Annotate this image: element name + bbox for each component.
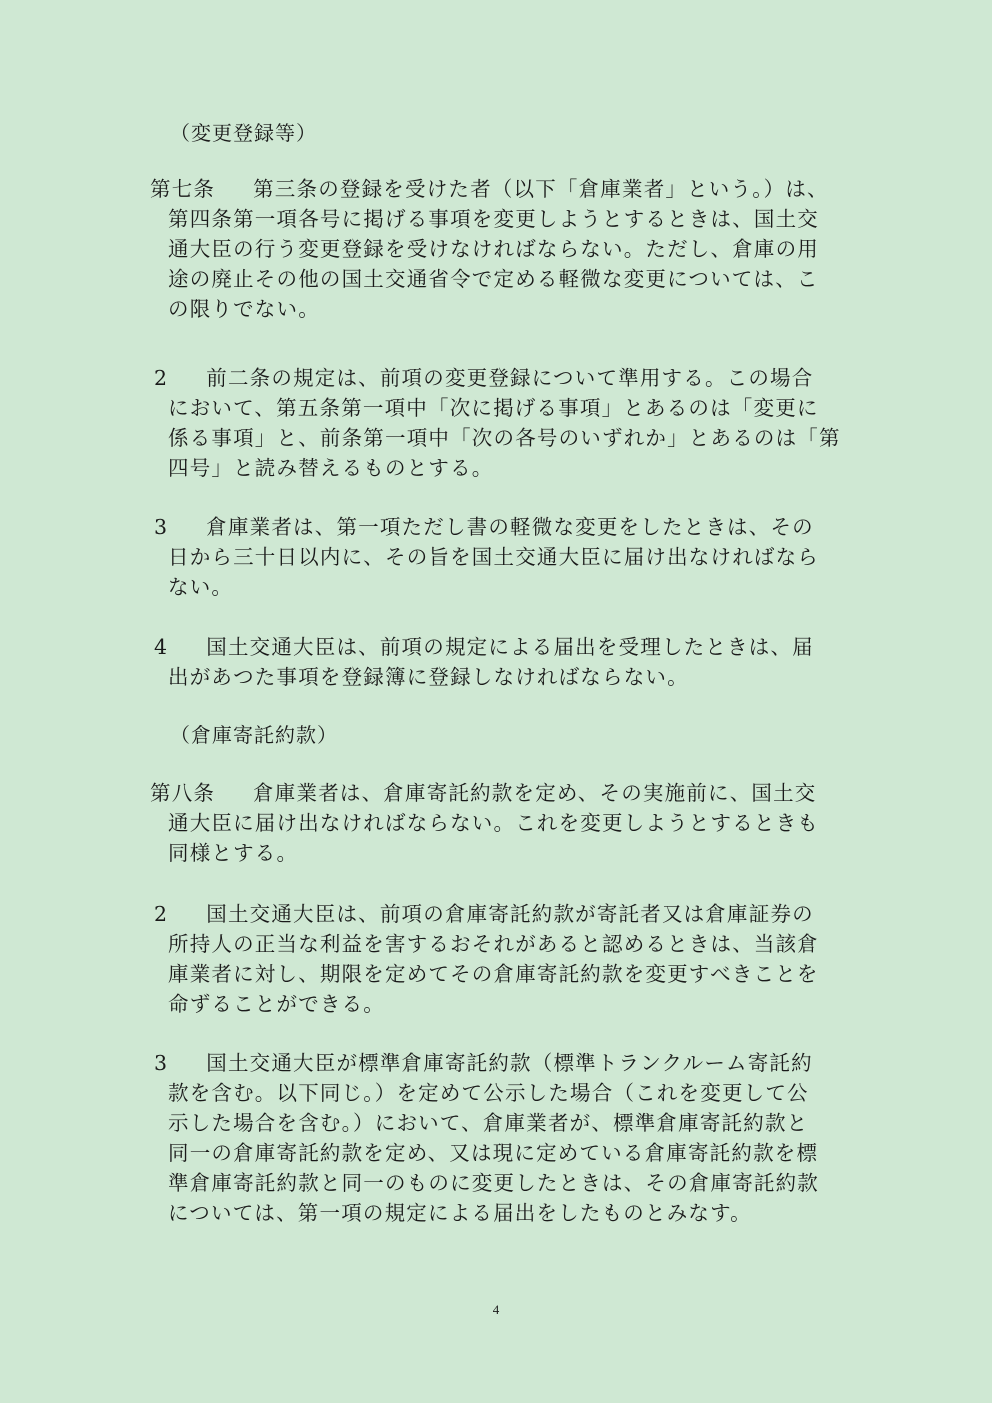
paragraph-line-1 — [150, 632, 840, 662]
article-7-paragraph-3 — [150, 512, 840, 602]
paragraph-number: 3 — [154, 1051, 169, 1075]
article-8-line-3: 同様とする。 — [168, 841, 299, 865]
paragraph-number: 2 — [154, 902, 169, 926]
paragraph-text: 国土交通大臣が標準倉庫寄託約款（標準トランクルーム寄託約 — [206, 1051, 813, 1075]
article-8-paragraph-2 — [150, 899, 840, 1019]
article-label: 第七条 — [150, 177, 216, 201]
article-text: 第三条の登録を受けた者（以下「倉庫業者」という。）は、 — [253, 177, 829, 201]
paragraph-line-1 — [150, 512, 840, 542]
article-7-line-3: 通大臣の行う変更登録を受けなければならない。ただし、倉庫の用 — [168, 237, 819, 261]
article-8 — [150, 778, 840, 868]
section-heading-change-registration: （変更登録等） — [170, 121, 317, 145]
paragraph-number: 3 — [154, 515, 169, 539]
paragraph-text: 国土交通大臣は、前項の倉庫寄託約款が寄託者又は倉庫証券の — [206, 902, 814, 926]
paragraph-line-4: 同一の倉庫寄託約款を定め、又は現に定めている倉庫寄託約款を標 — [168, 1141, 819, 1165]
paragraph-line-3: 係る事項」と、前条第一項中「次の各号のいずれか」とあるのは「第 — [168, 426, 841, 450]
article-8-line-2: 通大臣に届け出なければならない。これを変更しようとするときも — [168, 811, 819, 835]
paragraph-number: 4 — [154, 635, 169, 659]
article-8-line-1 — [150, 778, 840, 808]
article-7-paragraph-4 — [150, 632, 840, 692]
paragraph-line-1 — [150, 899, 840, 929]
paragraph-line-2: 款を含む。以下同じ。）を定めて公示した場合（これを変更して公 — [168, 1081, 809, 1105]
paragraph-line-4: 四号」と読み替えるものとする。 — [168, 456, 494, 480]
section-heading-warehouse-deposit-terms: （倉庫寄託約款） — [170, 723, 338, 747]
paragraph-text: 前二条の規定は、前項の変更登録について準用する。この場合 — [206, 366, 814, 390]
article-7-line-4: 途の廃止その他の国土交通省令で定める軽微な変更については、こ — [168, 267, 819, 291]
paragraph-line-6: については、第一項の規定による届出をしたものとみなす。 — [168, 1201, 752, 1225]
article-text: 倉庫業者は、倉庫寄託約款を定め、その実施前に、国土交 — [253, 781, 817, 805]
paragraph-line-1 — [150, 363, 840, 393]
paragraph-line-3: ない。 — [168, 575, 234, 599]
paragraph-line-2: 出があつた事項を登録簿に登録しなければならない。 — [168, 665, 689, 689]
paragraph-line-4: 命ずることができる。 — [168, 992, 385, 1016]
page-number: 4 — [492, 1302, 500, 1317]
paragraph-line-2: 所持人の正当な利益を害するおそれがあると認めるときは、当該倉 — [168, 932, 819, 956]
article-8-paragraph-3 — [150, 1048, 840, 1228]
paragraph-line-2: において、第五条第一項中「次に掲げる事項」とあるのは「変更に — [168, 396, 819, 420]
paragraph-line-2: 日から三十日以内に、その旨を国土交通大臣に届け出なければなら — [168, 545, 819, 569]
article-7-line-5: の限りでない。 — [168, 297, 320, 321]
paragraph-line-3: 示した場合を含む。）において、倉庫業者が、標準倉庫寄託約款と — [168, 1111, 809, 1135]
article-7-line-1 — [150, 174, 840, 204]
paragraph-number: 2 — [154, 366, 169, 390]
article-7-paragraph-2 — [150, 363, 840, 483]
article-7-line-2: 第四条第一項各号に掲げる事項を変更しようとするときは、国土交 — [168, 207, 819, 231]
article-label: 第八条 — [150, 781, 216, 805]
paragraph-line-1 — [150, 1048, 840, 1078]
paragraph-text: 倉庫業者は、第一項ただし書の軽微な変更をしたときは、その — [206, 515, 814, 539]
paragraph-line-3: 庫業者に対し、期限を定めてその倉庫寄託約款を変更すべきことを — [168, 962, 819, 986]
paragraph-line-5: 準倉庫寄託約款と同一のものに変更したときは、その倉庫寄託約款 — [168, 1171, 819, 1195]
paragraph-text: 国土交通大臣は、前項の規定による届出を受理したときは、届 — [206, 635, 814, 659]
article-7 — [150, 174, 840, 324]
